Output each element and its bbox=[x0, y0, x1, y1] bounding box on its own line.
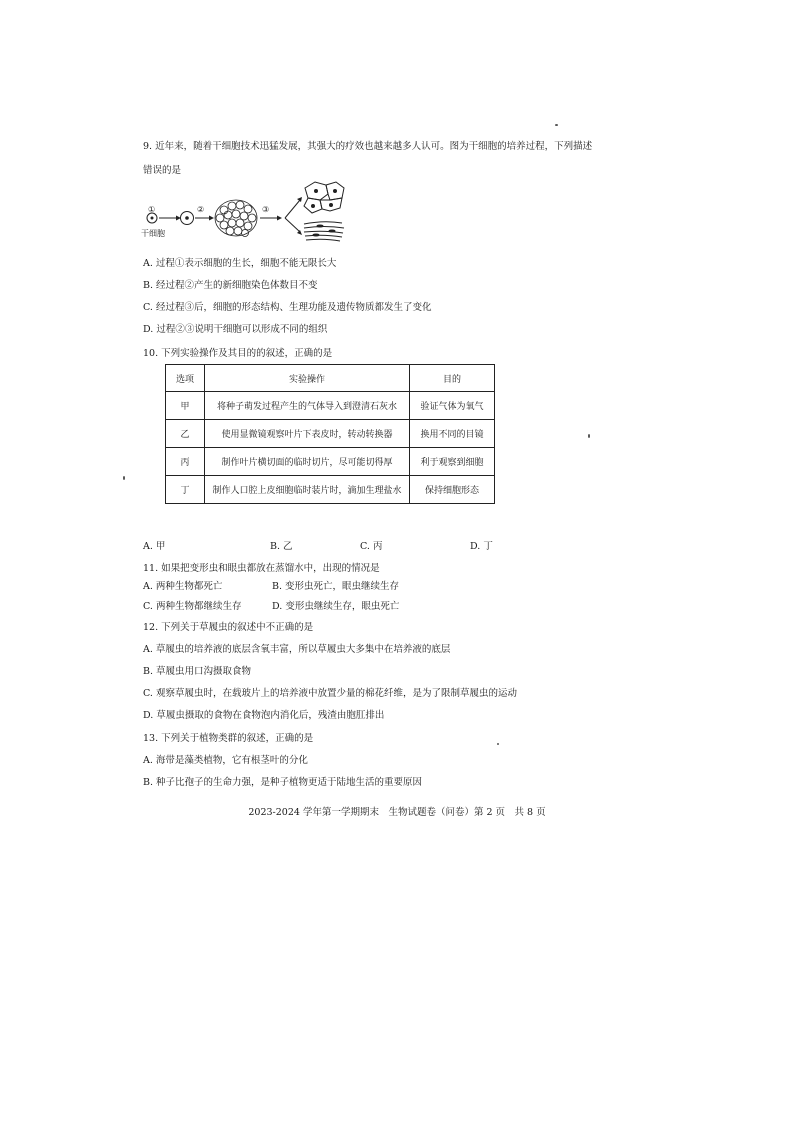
table-header-operation: 实验操作 bbox=[205, 365, 410, 392]
branch-arrows-icon bbox=[285, 197, 302, 235]
q11-option-d: D. 变形虫继续生存，眼虫死亡 bbox=[272, 601, 400, 612]
q9-option-d: D. 过程②③说明干细胞可以形成不同的组织 bbox=[143, 324, 328, 335]
q9-stem-line1: 9. 近年来，随着干细胞技术迅猛发展，其强大的疗效也越来越多人认可。图为干细胞的培养过程，下列描述 bbox=[143, 141, 593, 152]
table-cell: 使用显微镜观察叶片下表皮时，转动转换器 bbox=[205, 420, 410, 448]
q12-stem: 12. 下列关于草履虫的叙述中不正确的是 bbox=[143, 622, 314, 633]
diagram-label-step1: ① bbox=[148, 205, 156, 214]
q11-stem: 11. 如果把变形虫和眼虫都放在蒸馏水中，出现的情况是 bbox=[143, 563, 380, 574]
page-footer: 2023-2024 学年第一学期期末 生物试题卷（问卷）第 2 页 共 8 页 bbox=[248, 807, 546, 818]
q10-option-d: D. 丁 bbox=[470, 541, 493, 552]
table-cell: 利于观察到细胞 bbox=[410, 448, 495, 476]
q13-stem: 13. 下列关于植物类群的叙述，正确的是 bbox=[143, 733, 314, 744]
q13-option-b: B. 种子比孢子的生命力强，是种子植物更适于陆地生活的重要原因 bbox=[143, 777, 423, 788]
table-header-row bbox=[166, 365, 495, 392]
arrow-2-icon bbox=[195, 216, 214, 221]
grown-cell-icon bbox=[181, 212, 194, 225]
table-cell: 丙 bbox=[166, 448, 205, 476]
scan-speck bbox=[497, 743, 499, 745]
stem-cell-diagram bbox=[140, 178, 350, 248]
q11-option-c: C. 两种生物都继续生存 bbox=[143, 601, 242, 612]
diagram-label-step2: ② bbox=[197, 205, 205, 214]
q9-option-a: A. 过程①表示细胞的生长，细胞不能无限长大 bbox=[143, 258, 337, 269]
q9-option-c: C. 经过程③后，细胞的形态结构、生理功能及遗传物质都发生了变化 bbox=[143, 302, 432, 313]
table-cell: 保持细胞形态 bbox=[410, 476, 495, 504]
q13-option-a: A. 海带是藻类植物，它有根茎叶的分化 bbox=[143, 755, 308, 766]
table-cell: 制作叶片横切面的临时切片，尽可能切得厚 bbox=[205, 448, 410, 476]
q10-stem: 10. 下列实验操作及其目的的叙述，正确的是 bbox=[143, 348, 333, 359]
arrow-1-icon bbox=[159, 216, 181, 221]
table-cell: 将种子萌发过程产生的气体导入到澄清石灰水 bbox=[205, 392, 410, 420]
table-cell: 验证气体为氧气 bbox=[410, 392, 495, 420]
table-header-option: 选项 bbox=[166, 365, 205, 392]
stem-cell-icon bbox=[147, 213, 157, 223]
diagram-label-stem-cell: 干细胞 bbox=[141, 229, 165, 238]
q10-option-a: A. 甲 bbox=[143, 541, 166, 552]
q10-option-c: C. 丙 bbox=[360, 541, 383, 552]
table-cell: 丁 bbox=[166, 476, 205, 504]
table-row bbox=[166, 392, 495, 420]
arrow-3-icon bbox=[260, 216, 282, 221]
q10-experiment-table bbox=[165, 364, 495, 504]
diagram-label-step3: ③ bbox=[262, 205, 270, 214]
elongated-tissue-icon bbox=[304, 222, 344, 241]
scan-speck bbox=[555, 124, 558, 126]
table-row bbox=[166, 420, 495, 448]
polygonal-tissue-icon bbox=[304, 182, 344, 213]
stem-cell-diagram-svg bbox=[140, 178, 350, 248]
q11-option-a: A. 两种生物都死亡 bbox=[143, 581, 223, 592]
q10-option-b: B. 乙 bbox=[270, 541, 293, 552]
table-cell: 制作人口腔上皮细胞临时装片时，滴加生理盐水 bbox=[205, 476, 410, 504]
table-cell: 乙 bbox=[166, 420, 205, 448]
q9-stem-line2: 错误的是 bbox=[143, 165, 182, 176]
table-cell: 甲 bbox=[166, 392, 205, 420]
q12-option-a: A. 草履虫的培养液的底层含氧丰富，所以草履虫大多集中在培养液的底层 bbox=[143, 644, 451, 655]
table-header-purpose: 目的 bbox=[410, 365, 495, 392]
table-cell: 换用不同的目镜 bbox=[410, 420, 495, 448]
q12-option-d: D. 草履虫摄取的食物在食物泡内消化后，残渣由胞肛排出 bbox=[143, 710, 385, 721]
cell-cluster-icon bbox=[215, 200, 257, 237]
q9-option-b: B. 经过程②产生的新细胞染色体数目不变 bbox=[143, 280, 318, 291]
table-row bbox=[166, 476, 495, 504]
scan-speck bbox=[123, 476, 125, 480]
q11-option-b: B. 变形虫死亡，眼虫继续生存 bbox=[272, 581, 400, 592]
scan-speck bbox=[588, 434, 590, 438]
table-row bbox=[166, 448, 495, 476]
q12-option-c: C. 观察草履虫时，在载玻片上的培养液中放置少量的棉花纤维，是为了限制草履虫的运动 bbox=[143, 688, 517, 699]
q12-option-b: B. 草履虫用口沟摄取食物 bbox=[143, 666, 252, 677]
